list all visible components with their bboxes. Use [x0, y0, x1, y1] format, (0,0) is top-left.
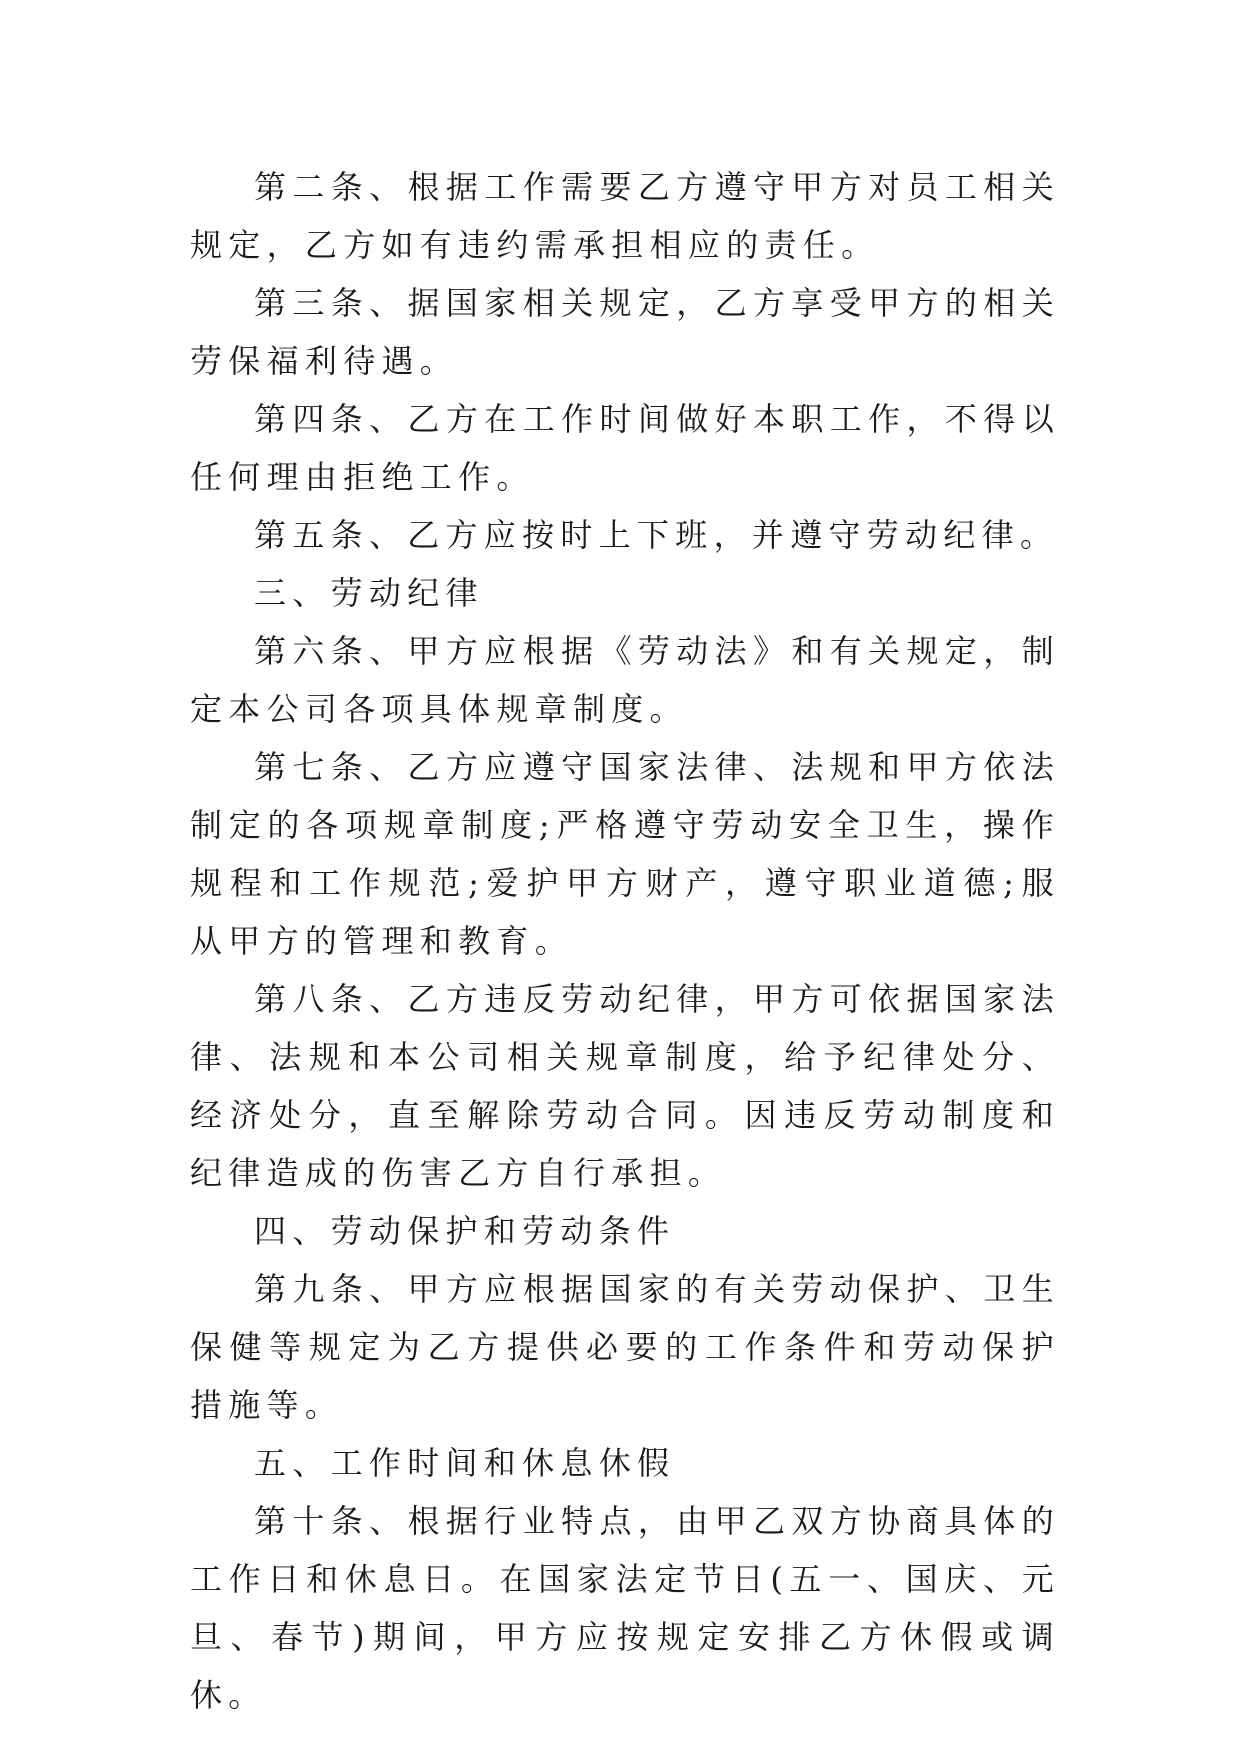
section-heading-working-hours: 五、工作时间和休息休假	[254, 1444, 676, 1482]
section-heading-labor-protection: 四、劳动保护和劳动条件	[254, 1212, 676, 1250]
document-body	[190, 158, 1060, 1724]
article-8: 第八条、乙方违反劳动纪律，甲方可依据国家法律、法规和本公司相关规章制度，给予纪律处分、经济处分，直至解除劳动合同。因违反劳动制度和纪律造成的伤害乙方自行承担。	[190, 980, 1060, 1192]
article-4: 第四条、乙方在工作时间做好本职工作，不得以任何理由拒绝工作。	[190, 400, 1060, 496]
article-10: 第十条、根据行业特点，由甲乙双方协商具体的工作日和休息日。在国家法定节日(五一、国庆、元旦、春节)期间，甲方应按规定安排乙方休假或调休。	[190, 1502, 1060, 1714]
article-5: 第五条、乙方应按时上下班，并遵守劳动纪律。	[254, 516, 1059, 554]
article-6: 第六条、甲方应根据《劳动法》和有关规定，制定本公司各项具体规章制度。	[190, 632, 1060, 728]
section-heading-labor-discipline: 三、劳动纪律	[254, 574, 484, 612]
article-7: 第七条、乙方应遵守国家法律、法规和甲方依法制定的各项规章制度;严格遵守劳动安全卫生，操作规程和工作规范;爱护甲方财产，遵守职业道德;服从甲方的管理和教育。	[190, 748, 1060, 960]
article-9: 第九条、甲方应根据国家的有关劳动保护、卫生保健等规定为乙方提供必要的工作条件和劳动保护措施等。	[190, 1270, 1060, 1424]
article-3: 第三条、据国家相关规定，乙方享受甲方的相关劳保福利待遇。	[190, 284, 1060, 380]
article-2: 第二条、根据工作需要乙方遵守甲方对员工相关规定，乙方如有违约需承担相应的责任。	[190, 168, 1060, 264]
